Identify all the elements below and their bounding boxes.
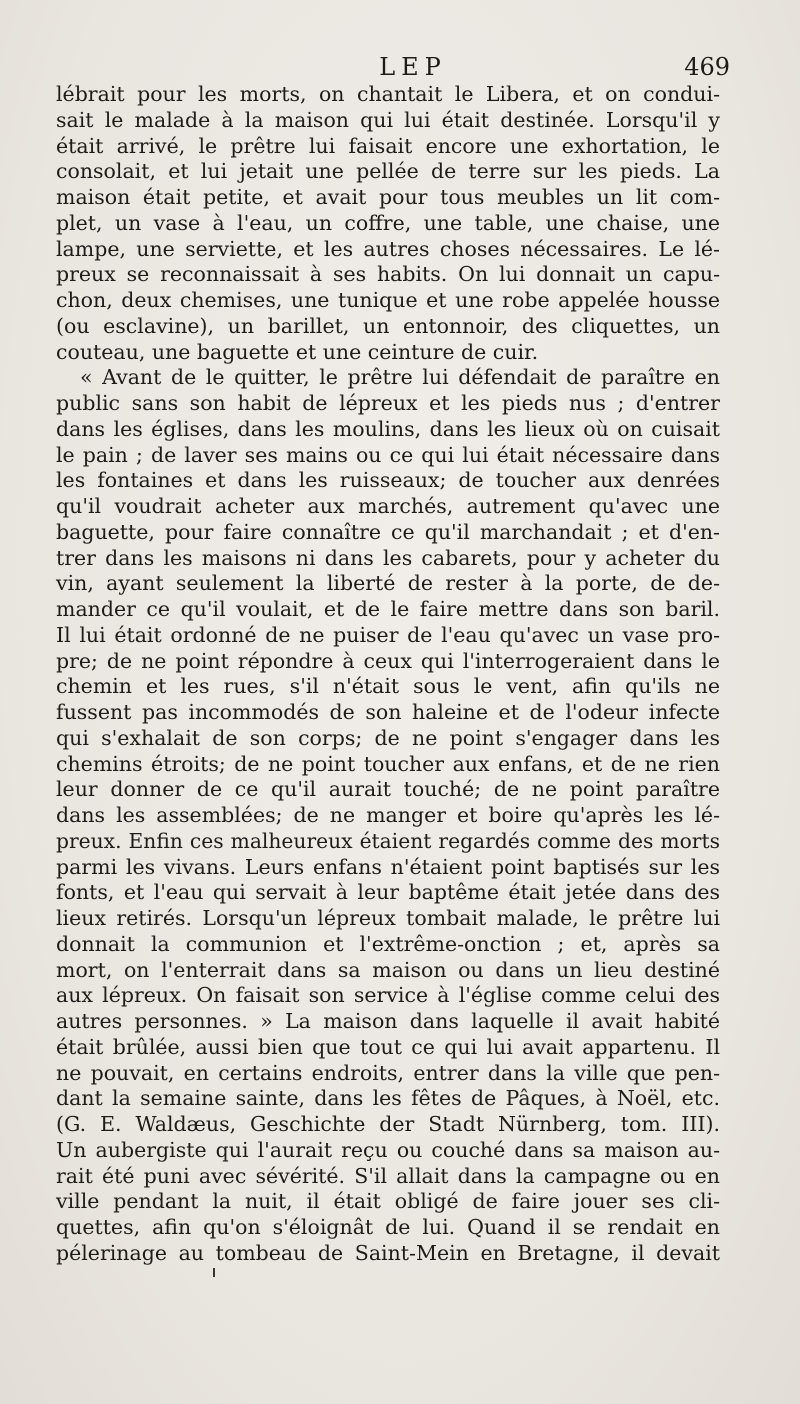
text-line: trer dans les maisons ni dans les cabarets, pour y acheter du: [56, 545, 720, 570]
text-line: pre; de ne point répondre à ceux qui l'interrogeraient dans le: [56, 648, 720, 673]
page-number: 469: [684, 53, 730, 81]
text-line: ville pendant la nuit, il était obligé de faire jouer ses cli-: [56, 1189, 720, 1214]
text-line: chon, deux chemises, une tunique et une robe appelée housse: [56, 288, 720, 312]
text-line: vin, ayant seulement la liberté de rester à la porte, de de-: [56, 571, 720, 596]
text-line: preux se reconnaissait à ses habits. On lui donnait un capu-: [56, 262, 720, 287]
text-line: baguette, pour faire connaître ce qu'il marchandait ; et d'en-: [56, 519, 720, 544]
print-mark: [213, 1268, 215, 1277]
text-line: maison était petite, et avait pour tous meubles un lit com-: [56, 185, 720, 209]
text-line: public sans son habit de lépreux et les pieds nus ; d'entrer: [56, 391, 720, 415]
text-line: « Avant de le quitter, le prêtre lui défendait de paraître en: [80, 365, 720, 390]
text-line: plet, un vase à l'eau, un coffre, une table, une chaise, une: [56, 210, 720, 235]
text-line: fonts, et l'eau qui servait à leur baptême était jetée dans des: [56, 880, 720, 905]
text-line: sait le malade à la maison qui lui était destinée. Lorsqu'il y: [56, 107, 720, 132]
text-line: chemins étroits; de ne point toucher aux enfans, et de ne rien: [56, 751, 720, 776]
text-line: qui s'exhalait de son corps; de ne point s'engager dans les: [56, 725, 720, 750]
text-line: ne pouvait, en certains endroits, entrer dans la ville que pen-: [56, 1060, 720, 1085]
text-line: lieux retirés. Lorsqu'un lépreux tombait malade, le prêtre lui: [56, 906, 720, 930]
text-line: pélerinage au tombeau de Saint-Mein en Bretagne, il devait: [56, 1240, 720, 1265]
text-line: Il lui était ordonné de ne puiser de l'eau qu'avec un vase pro-: [56, 622, 720, 647]
text-line: était brûlée, aussi bien que tout ce qui lui avait appartenu. Il: [56, 1034, 720, 1059]
text-line: preux. Enfin ces malheureux étaient regardés comme des morts: [56, 828, 720, 853]
text-line: le pain ; de laver ses mains ou ce qui lui était nécessaire dans: [56, 442, 720, 467]
text-line: était arrivé, le prêtre lui faisait encore une exhortation, le: [56, 133, 720, 158]
text-line: parmi les vivans. Leurs enfans n'étaient point baptisés sur les: [56, 854, 720, 879]
text-line: Un aubergiste qui l'aurait reçu ou couché dans sa maison au-: [56, 1137, 720, 1162]
text-line: aux lépreux. On faisait son service à l'église comme celui des: [56, 983, 720, 1008]
text-line: mort, on l'enterrait dans sa maison ou dans un lieu destiné: [56, 957, 720, 982]
text-line: (ou esclavine), un barillet, un entonnoir, des cliquettes, un: [56, 313, 720, 338]
text-line: dant la semaine sainte, dans les fêtes de Pâques, à Noël, etc.: [56, 1086, 720, 1111]
text-line: rait été puni avec sévérité. S'il allait dans la campagne ou en: [56, 1163, 720, 1188]
body-text: [56, 82, 720, 1267]
text-line: consolait, et lui jetait une pellée de terre sur les pieds. La: [56, 159, 720, 184]
text-line: donnait la communion et l'extrême-onction ; et, après sa: [56, 931, 720, 956]
text-line: leur donner de ce qu'il aurait touché; de ne point paraître: [56, 777, 720, 802]
text-line: dans les assemblées; de ne manger et boire qu'après les lé-: [56, 803, 720, 827]
text-line: les fontaines et dans les ruisseaux; de toucher aux denrées: [56, 468, 720, 493]
text-line: quettes, afin qu'on s'éloignât de lui. Quand il se rendait en: [56, 1215, 720, 1239]
page-header: [58, 50, 728, 84]
text-line: autres personnes. » La maison dans laquelle il avait habité: [56, 1009, 720, 1033]
citation-line: (G. E. Waldæus, Geschichte der Stadt Nürnberg, tom. III).: [56, 1112, 720, 1136]
text-line: qu'il voudrait acheter aux marchés, autrement qu'avec une: [56, 494, 720, 518]
text-line: lébrait pour les morts, on chantait le Libera, et on condui-: [56, 82, 720, 106]
text-line: chemin et les rues, s'il n'était sous le vent, afin qu'ils ne: [56, 674, 720, 699]
text-line: couteau, une baguette et une ceinture de cuir.: [56, 339, 539, 364]
text-line: mander ce qu'il voulait, et de le faire mettre dans son baril.: [56, 597, 720, 621]
text-line: lampe, une serviette, et les autres choses nécessaires. Le lé-: [56, 236, 720, 261]
text-line: dans les églises, dans les moulins, dans les lieux où on cuisait: [56, 416, 720, 441]
text-line: fussent pas incommodés de son haleine et de l'odeur infecte: [56, 700, 720, 724]
running-head: LEP: [379, 53, 447, 81]
